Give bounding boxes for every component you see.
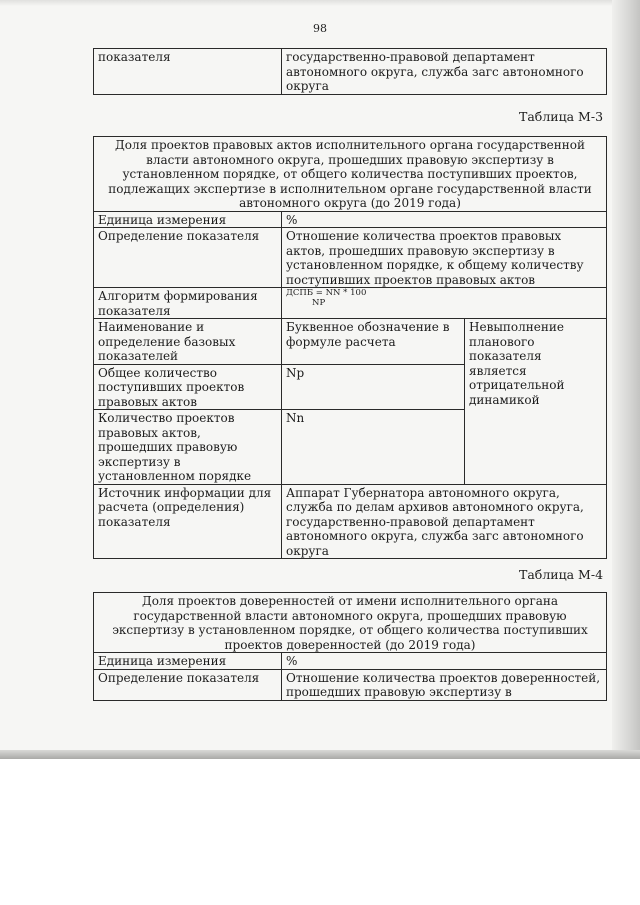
scan-bottom-edge: [0, 750, 640, 759]
unit-label: Единица измерения: [94, 211, 282, 228]
formula-numerator: ДСПБ = NN * 100: [286, 288, 367, 298]
formula: [282, 288, 607, 319]
formula-denominator: NP: [312, 297, 326, 308]
continuation-table: [93, 48, 607, 95]
definition-label: Определение показателя: [94, 228, 282, 288]
m4-unit-value: %: [282, 653, 607, 670]
base-header-label: Наименование и определение базовых показателей: [94, 319, 282, 365]
table-m4-caption: Таблица М-4: [519, 567, 604, 582]
m4-definition-label: Определение показателя: [94, 669, 282, 700]
page-number: 98: [313, 22, 327, 35]
table-m4-title: Доля проектов доверенностей от имени исполнительного органа государственной власти автономного округа, прошедших правовую экспертизу в установленном порядке, от общего количества поступивших проектов доверенностей (до 2019 года): [94, 593, 607, 653]
base-header-symbol: Буквенное обозначение в формуле расчета: [282, 319, 465, 365]
dynamics-note: Невыполнение планового показателя является отрицательной динамикой: [465, 319, 607, 485]
base-row-label: Количество проектов правовых актов, прошедших правовую экспертизу в установленном порядке: [94, 410, 282, 485]
m4-definition-value: Отношение количества проектов доверенностей, прошедших правовую экспертизу в: [282, 669, 607, 700]
continuation-label: показателя: [94, 49, 282, 95]
table-m4: [93, 592, 607, 701]
m4-unit-label: Единица измерения: [94, 653, 282, 670]
source-value: Аппарат Губернатора автономного округа, служба по делам архивов автономного округа, государственно-правовой департамент автономного округа, служба загс автономного округа: [282, 484, 607, 559]
base-row-label: Общее количество поступивших проектов правовых актов: [94, 364, 282, 410]
table-m3-title: Доля проектов правовых актов исполнительного органа государственной власти автономного округа, прошедших правовую экспертизу в установленном порядке, от общего количества поступивших проектов, подлежащих экспертизе в исполнительном органе государственной власти автономного округа (до 2019 года): [94, 137, 607, 212]
continuation-value: государственно-правовой департамент автономного округа, служба загс автономного округа: [282, 49, 607, 95]
table-m3: [93, 136, 607, 559]
source-label: Источник информации для расчета (определения) показателя: [94, 484, 282, 559]
base-row-symbol: Nn: [282, 410, 465, 485]
scan-right-edge: [612, 0, 640, 757]
unit-value: %: [282, 211, 607, 228]
table-m3-caption: Таблица М-3: [519, 109, 604, 124]
scan-top-shadow: [0, 0, 640, 6]
definition-value: Отношение количества проектов правовых актов, прошедших правовую экспертизу в установленном порядке, к общему количеству поступивших проектов правовых актов: [282, 228, 607, 288]
base-row-symbol: Np: [282, 364, 465, 410]
algorithm-label: Алгоритм формирования показателя: [94, 288, 282, 319]
